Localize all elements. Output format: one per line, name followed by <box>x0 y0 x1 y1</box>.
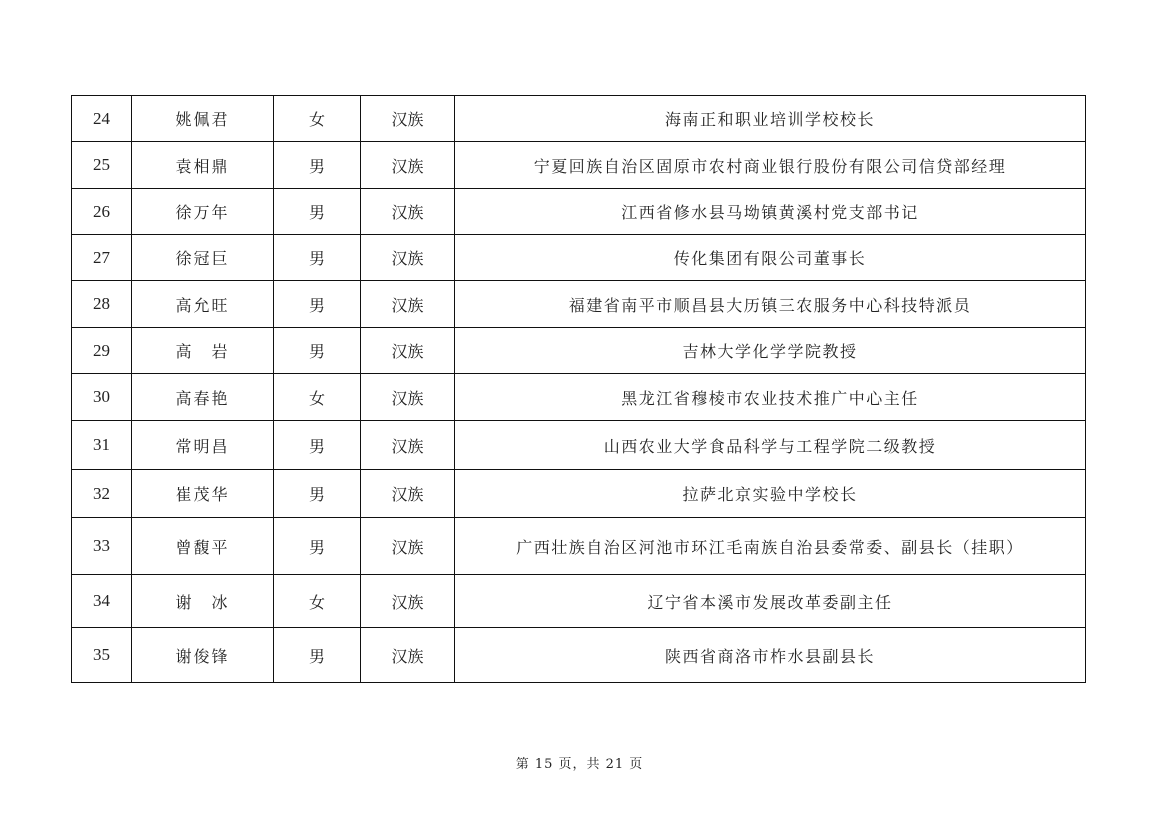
table-row <box>72 374 1086 421</box>
ethnicity-cell: 汉族 <box>361 328 455 374</box>
gender-cell: 女 <box>274 96 361 142</box>
table-row <box>72 142 1086 189</box>
gender-cell: 男 <box>274 189 361 235</box>
ethnicity-cell: 汉族 <box>361 575 455 628</box>
gender-cell: 男 <box>274 421 361 470</box>
table-row <box>72 281 1086 328</box>
gender-cell: 男 <box>274 628 361 683</box>
gender-cell: 男 <box>274 470 361 518</box>
gender-cell: 男 <box>274 142 361 189</box>
row-number-cell: 34 <box>72 575 132 628</box>
table-row <box>72 575 1086 628</box>
ethnicity-cell: 汉族 <box>361 281 455 328</box>
gender-cell: 女 <box>274 374 361 421</box>
gender-cell: 男 <box>274 328 361 374</box>
gender-cell: 女 <box>274 575 361 628</box>
row-number-cell: 24 <box>72 96 132 142</box>
row-number-cell: 25 <box>72 142 132 189</box>
table-row <box>72 189 1086 235</box>
person-name-cell: 姚佩君 <box>132 96 274 142</box>
person-name-cell: 徐冠巨 <box>132 235 274 281</box>
gender-cell: 男 <box>274 281 361 328</box>
ethnicity-cell: 汉族 <box>361 96 455 142</box>
ethnicity-cell: 汉族 <box>361 421 455 470</box>
person-name-cell: 袁相鼎 <box>132 142 274 189</box>
ethnicity-cell: 汉族 <box>361 374 455 421</box>
row-number-cell: 28 <box>72 281 132 328</box>
row-number-cell: 29 <box>72 328 132 374</box>
table-row <box>72 96 1086 142</box>
position-cell: 福建省南平市顺昌县大历镇三农服务中心科技特派员 <box>455 281 1086 328</box>
position-cell: 海南正和职业培训学校校长 <box>455 96 1086 142</box>
row-number-cell: 32 <box>72 470 132 518</box>
position-cell: 广西壮族自治区河池市环江毛南族自治县委常委、副县长（挂职） <box>455 518 1086 575</box>
ethnicity-cell: 汉族 <box>361 518 455 575</box>
person-name-cell: 崔茂华 <box>132 470 274 518</box>
person-name-cell: 谢 冰 <box>132 575 274 628</box>
ethnicity-cell: 汉族 <box>361 470 455 518</box>
row-number-cell: 30 <box>72 374 132 421</box>
row-number-cell: 27 <box>72 235 132 281</box>
person-name-cell: 高春艳 <box>132 374 274 421</box>
position-cell: 辽宁省本溪市发展改革委副主任 <box>455 575 1086 628</box>
ethnicity-cell: 汉族 <box>361 189 455 235</box>
row-number-cell: 31 <box>72 421 132 470</box>
personnel-table <box>71 95 1086 683</box>
table-row <box>72 628 1086 683</box>
position-cell: 黑龙江省穆棱市农业技术推广中心主任 <box>455 374 1086 421</box>
person-name-cell: 曾馥平 <box>132 518 274 575</box>
gender-cell: 男 <box>274 235 361 281</box>
table-row <box>72 518 1086 575</box>
table-row <box>72 235 1086 281</box>
row-number-cell: 33 <box>72 518 132 575</box>
position-cell: 江西省修水县马坳镇黄溪村党支部书记 <box>455 189 1086 235</box>
position-cell: 陕西省商洛市柞水县副县长 <box>455 628 1086 683</box>
position-cell: 拉萨北京实验中学校长 <box>455 470 1086 518</box>
table-row <box>72 421 1086 470</box>
person-name-cell: 谢俊锋 <box>132 628 274 683</box>
position-cell: 吉林大学化学学院教授 <box>455 328 1086 374</box>
gender-cell: 男 <box>274 518 361 575</box>
ethnicity-cell: 汉族 <box>361 235 455 281</box>
page-footer: 第 15 页，共 21 页 <box>515 757 644 772</box>
person-name-cell: 高允旺 <box>132 281 274 328</box>
ethnicity-cell: 汉族 <box>361 628 455 683</box>
person-name-cell: 常明昌 <box>132 421 274 470</box>
position-cell: 山西农业大学食品科学与工程学院二级教授 <box>455 421 1086 470</box>
position-cell: 宁夏回族自治区固原市农村商业银行股份有限公司信贷部经理 <box>455 142 1086 189</box>
person-name-cell: 高 岩 <box>132 328 274 374</box>
table-row <box>72 328 1086 374</box>
row-number-cell: 35 <box>72 628 132 683</box>
row-number-cell: 26 <box>72 189 132 235</box>
position-cell: 传化集团有限公司董事长 <box>455 235 1086 281</box>
ethnicity-cell: 汉族 <box>361 142 455 189</box>
person-name-cell: 徐万年 <box>132 189 274 235</box>
table-row <box>72 470 1086 518</box>
